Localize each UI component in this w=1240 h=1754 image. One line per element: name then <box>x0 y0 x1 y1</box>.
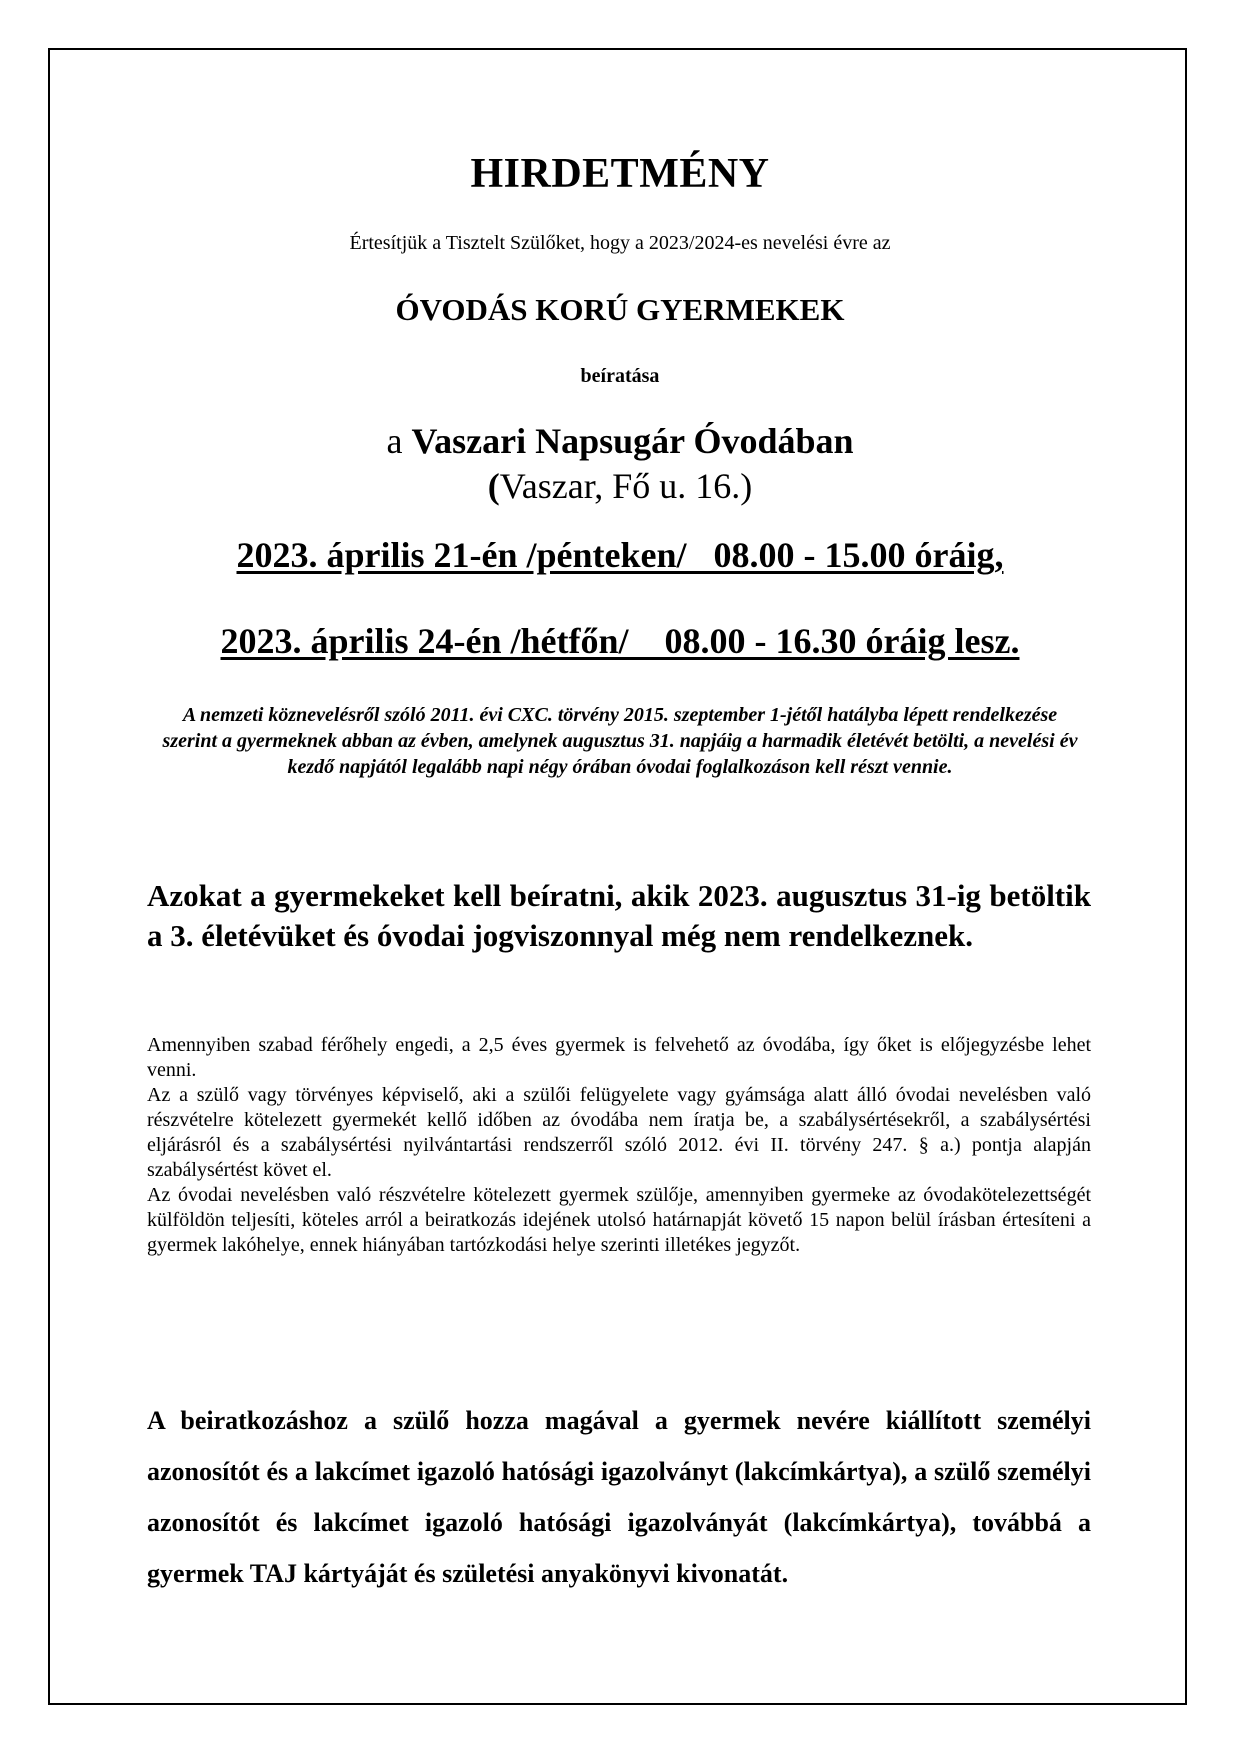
kindergarten-name: Vaszari Napsugár Óvodában <box>411 421 854 461</box>
details-section <box>147 1033 1091 1258</box>
address-line <box>0 465 1240 507</box>
enrollment-label: beíratása <box>580 365 660 387</box>
details-paragraph-penalty: Az a szülő vagy törvényes képviselő, aki a szülői felügyelete vagy gyámsága alatt álló óvodai nevelésben való részvételre kötelezett gyermekét kellő időben az óvodába nem íratja be, a szabálysértésekről, a szabálysértési eljárásról és a szabálysértési nyilvántartási rendszerről szóló 2012. évi II. törvény 247. § a.) pontja alapján szabálysértést követ el. <box>147 1084 1091 1181</box>
enrollment-date-2: 2023. április 24-én /hétfőn/ 08.00 - 16.30 óráig lesz. <box>220 621 1020 661</box>
eligibility-paragraph: Azokat a gyermekeket kell beíratni, akik 2023. augusztus 31-ig betöltik a 3. életévüket és óvodai jogviszonnyal még nem rendelkeznek. <box>147 878 1091 953</box>
subject-heading: ÓVODÁS KORÚ GYERMEKEK <box>395 292 845 327</box>
details-paragraph-abroad: Az óvodai nevelésben való részvételre kötelezett gyermek szülője, amennyiben gyermeke az óvodakötelezettségét külföldön teljesíti, köteles arról a beiratkozás idejének utolsó határnapját követő 15 napon belül írásban értesíteni a gyermek lakóhelye, ennek hiányában tartózkodási helye szerinti illetékes jegyzőt. <box>147 1184 1091 1256</box>
kindergarten-prefix: a <box>386 421 412 461</box>
address-text: Vaszar, Fő u. 16.) <box>499 466 753 506</box>
address-paren: ( <box>487 466 500 506</box>
required-documents-paragraph: A beiratkozáshoz a szülő hozza magával a gyermek nevére kiállított személyi azonosítót és a lakcímet igazoló hatósági igazolványt (lakcímkártya), a szülő személyi azonosítót és lakcímet igazoló hatósági igazolványát (lakcímkártya), továbbá a gyermek TAJ kártyáját és születési anyakönyvi kivonatát. <box>147 1406 1091 1588</box>
enrollment-date-1: 2023. április 21-én /pénteken/ 08.00 - 15.00 óráig, <box>236 535 1004 575</box>
intro-text: Értesítjük a Tisztelt Szülőket, hogy a 2023/2024-es nevelési évre az <box>349 232 891 254</box>
law-paragraph: A nemzeti köznevelésről szóló 2011. évi CXC. törvény 2015. szeptember 1-jétől hatályba lépett rendelkezése szerint a gyermeknek abban az évben, amelynek augusztus 31. napjáig a harmadik életévét betölti, a nevelési év kezdő napjától legalább napi négy órában óvodai foglalkozáson kell részt vennie. <box>162 704 1078 778</box>
notice-title: HIRDETMÉNY <box>470 151 770 197</box>
details-paragraph-place: Amennyiben szabad férőhely engedi, a 2,5 éves gyermek is felvehető az óvodába, így őket is előjegyzésbe lehet venni. <box>147 1034 1091 1081</box>
kindergarten-line <box>0 420 1240 462</box>
